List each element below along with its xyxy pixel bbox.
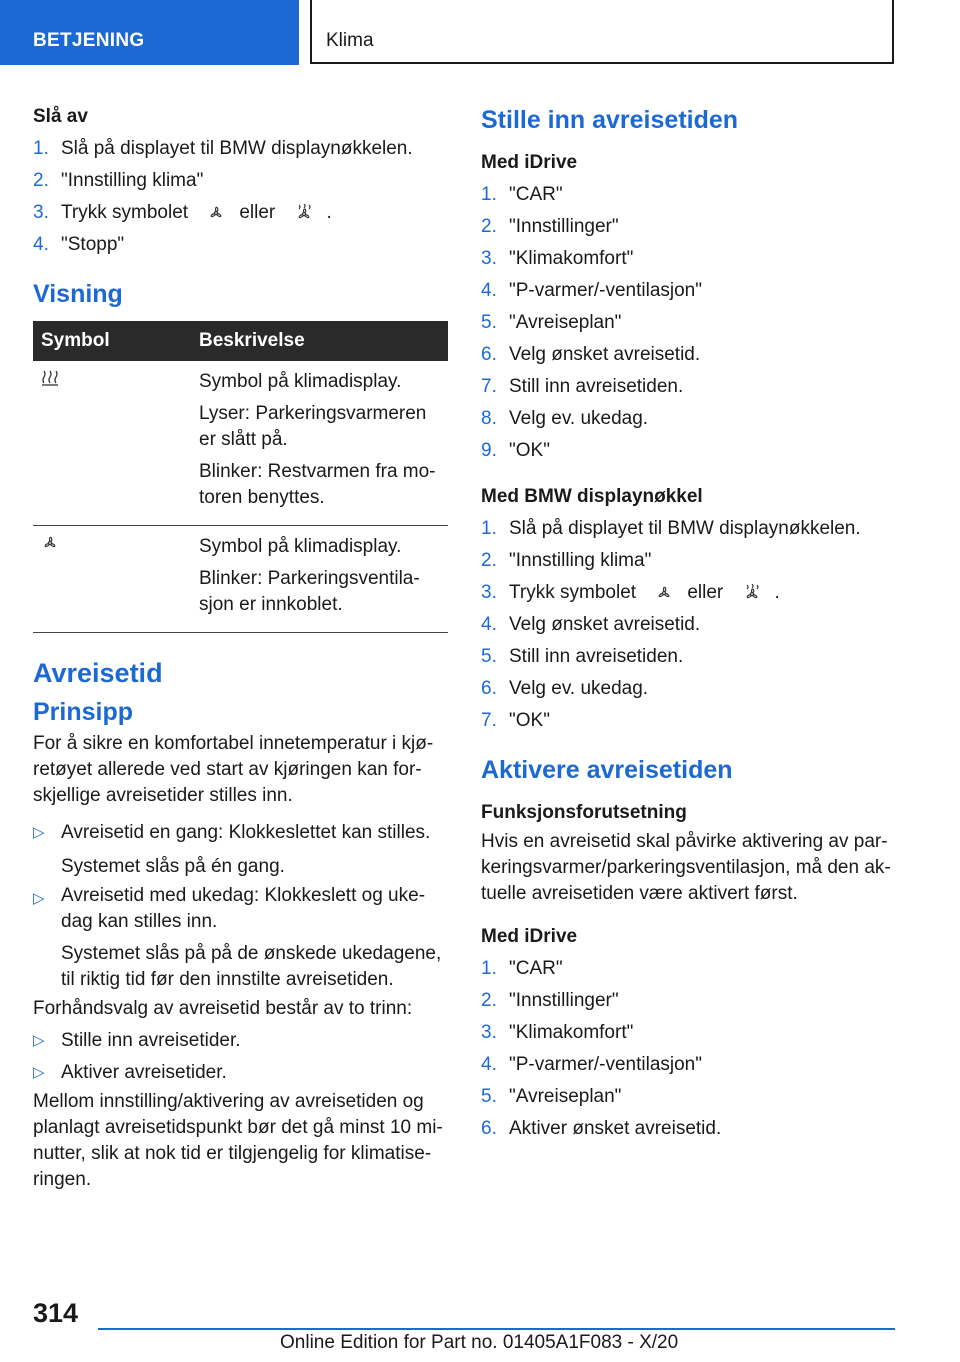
list-item: 5. "Avreiseplan" [481, 1086, 622, 1107]
description-text: Lyser: Parkeringsvarmeren er slått på. [199, 403, 427, 450]
col-description-header: Beskrivelse [191, 321, 448, 361]
med-idrive-heading-2: Med iDrive [481, 926, 578, 947]
footer-divider [98, 1328, 895, 1330]
fan-icon [207, 204, 225, 222]
list-item: 1. "CAR" [481, 958, 563, 979]
list-item: 6. Velg ønsket avreisetid. [481, 344, 701, 365]
sla-av-heading: Slå av [33, 106, 88, 127]
list-item: 6. Aktiver ønsket avreisetid. [481, 1118, 722, 1139]
visning-heading: Visning [33, 280, 123, 308]
closing-paragraph: Mellom innstilling/aktivering av avreisetiden og planlagt avreisetidspunkt bør det gå minst 10 mi-nutter, slik at nok tid er tilgjengelig for klimatise-ringen. [33, 1091, 443, 1190]
list-item: ▷ Aktiver avreisetider. [33, 1062, 227, 1083]
med-idrive-heading: Med iDrive [481, 152, 578, 173]
heater-icon [743, 584, 761, 602]
list-item: ▷ Avreisetid en gang: Klokkeslettet kan stilles. Systemet slås på én gang. [33, 822, 431, 877]
description-text: Blinker: Parkeringsventila-sjon er innkoblet. [199, 568, 420, 615]
intro-paragraph: For å sikre en komfortabel innetemperatur i kjø-retøyet allerede ved start av kjøringen kan for-skjellige avreisetider stilles inn. [33, 733, 434, 806]
aktivere-steps [481, 953, 901, 1145]
left-column [33, 101, 448, 1193]
list-item: 2. "Innstilling klima" [481, 550, 652, 571]
avreisetid-heading: Avreisetid [33, 658, 163, 688]
list-item: 1. Slå på displayet til BMW displaynøkkelen. [33, 138, 413, 159]
description-text: Blinker: Restvarmen fra mo-toren benyttes. [199, 461, 436, 508]
list-item: 2. "Innstilling klima" [33, 170, 204, 191]
list-item: ▷ Stille inn avreisetider. [33, 1030, 241, 1051]
footer-edition: Online Edition for Part no. 01405A1F083 - X/20 [280, 1332, 679, 1353]
table-row [33, 361, 448, 526]
header-section [0, 0, 299, 65]
table-row [33, 526, 448, 633]
displaykey-steps [481, 513, 901, 737]
fan-icon [655, 584, 673, 602]
header-chapter-label: Klima [326, 30, 374, 51]
header-section-label: BETJENING [33, 30, 145, 51]
aktivere-heading: Aktivere avreisetiden [481, 756, 733, 784]
list-item: 9. "OK" [481, 440, 550, 461]
list-item: 4. "Stopp" [33, 234, 125, 255]
list-item: ▷ Avreisetid med ukedag: Klokkeslett og uke-dag kan stilles inn. Systemet slås på på de ønskede ukedagene, til riktig tid før den innstilte avreisetiden. [33, 885, 442, 990]
page-number: 314 [33, 1298, 79, 1328]
idrive-steps [481, 179, 901, 467]
list-item: 7. "OK" [481, 710, 550, 731]
list-item: 1. Slå på displayet til BMW displaynøkkelen. [481, 518, 861, 539]
description-text: Symbol på klimadisplay. [199, 536, 402, 557]
list-item: 3. Trykk symbolet eller . [481, 582, 780, 603]
requirement-paragraph: Hvis en avreisetid skal påvirke aktivering av par-keringsvarmer/parkeringsventilasjon, må den ak-tuelle avreisetiden være aktivert først. [481, 831, 891, 904]
list-item: 5. Still inn avreisetiden. [481, 646, 684, 667]
list-item: 6. Velg ev. ukedag. [481, 678, 649, 699]
preselect-text: Forhåndsvalg av avreisetid består av to trinn: [33, 998, 413, 1019]
description-text: Symbol på klimadisplay. [199, 371, 402, 392]
list-item: 3. Trykk symbolet eller . [33, 202, 332, 223]
stille-inn-heading: Stille inn avreisetiden [481, 106, 739, 134]
med-displaynokkel-heading: Med BMW displaynøkkel [481, 486, 703, 507]
heater-icon [41, 369, 59, 387]
prinsipp-heading: Prinsipp [33, 698, 134, 726]
list-item: 4. "P-varmer/-ventilasjon" [481, 280, 702, 301]
list-item: 3. "Klimakomfort" [481, 248, 634, 269]
sla-av-steps [33, 133, 448, 261]
list-item: 3. "Klimakomfort" [481, 1022, 634, 1043]
funksjonsforutsetning-heading: Funksjonsforutsetning [481, 802, 687, 823]
symbol-table [33, 321, 448, 633]
fan-icon [41, 534, 59, 552]
list-item: 1. "CAR" [481, 184, 563, 205]
list-item: 8. Velg ev. ukedag. [481, 408, 649, 429]
header-chapter [310, 0, 894, 64]
list-item: 5. "Avreiseplan" [481, 312, 622, 333]
right-column [481, 101, 901, 1145]
list-item: 4. "P-varmer/-ventilasjon" [481, 1054, 702, 1075]
col-symbol-header: Symbol [33, 321, 191, 361]
avreisetid-options [33, 817, 448, 993]
list-item: 2. "Innstillinger" [481, 990, 619, 1011]
list-item: 7. Still inn avreisetiden. [481, 376, 684, 397]
list-item: 2. "Innstillinger" [481, 216, 619, 237]
preselect-steps [33, 1025, 448, 1089]
list-item: 4. Velg ønsket avreisetid. [481, 614, 701, 635]
heater-icon [295, 204, 313, 222]
